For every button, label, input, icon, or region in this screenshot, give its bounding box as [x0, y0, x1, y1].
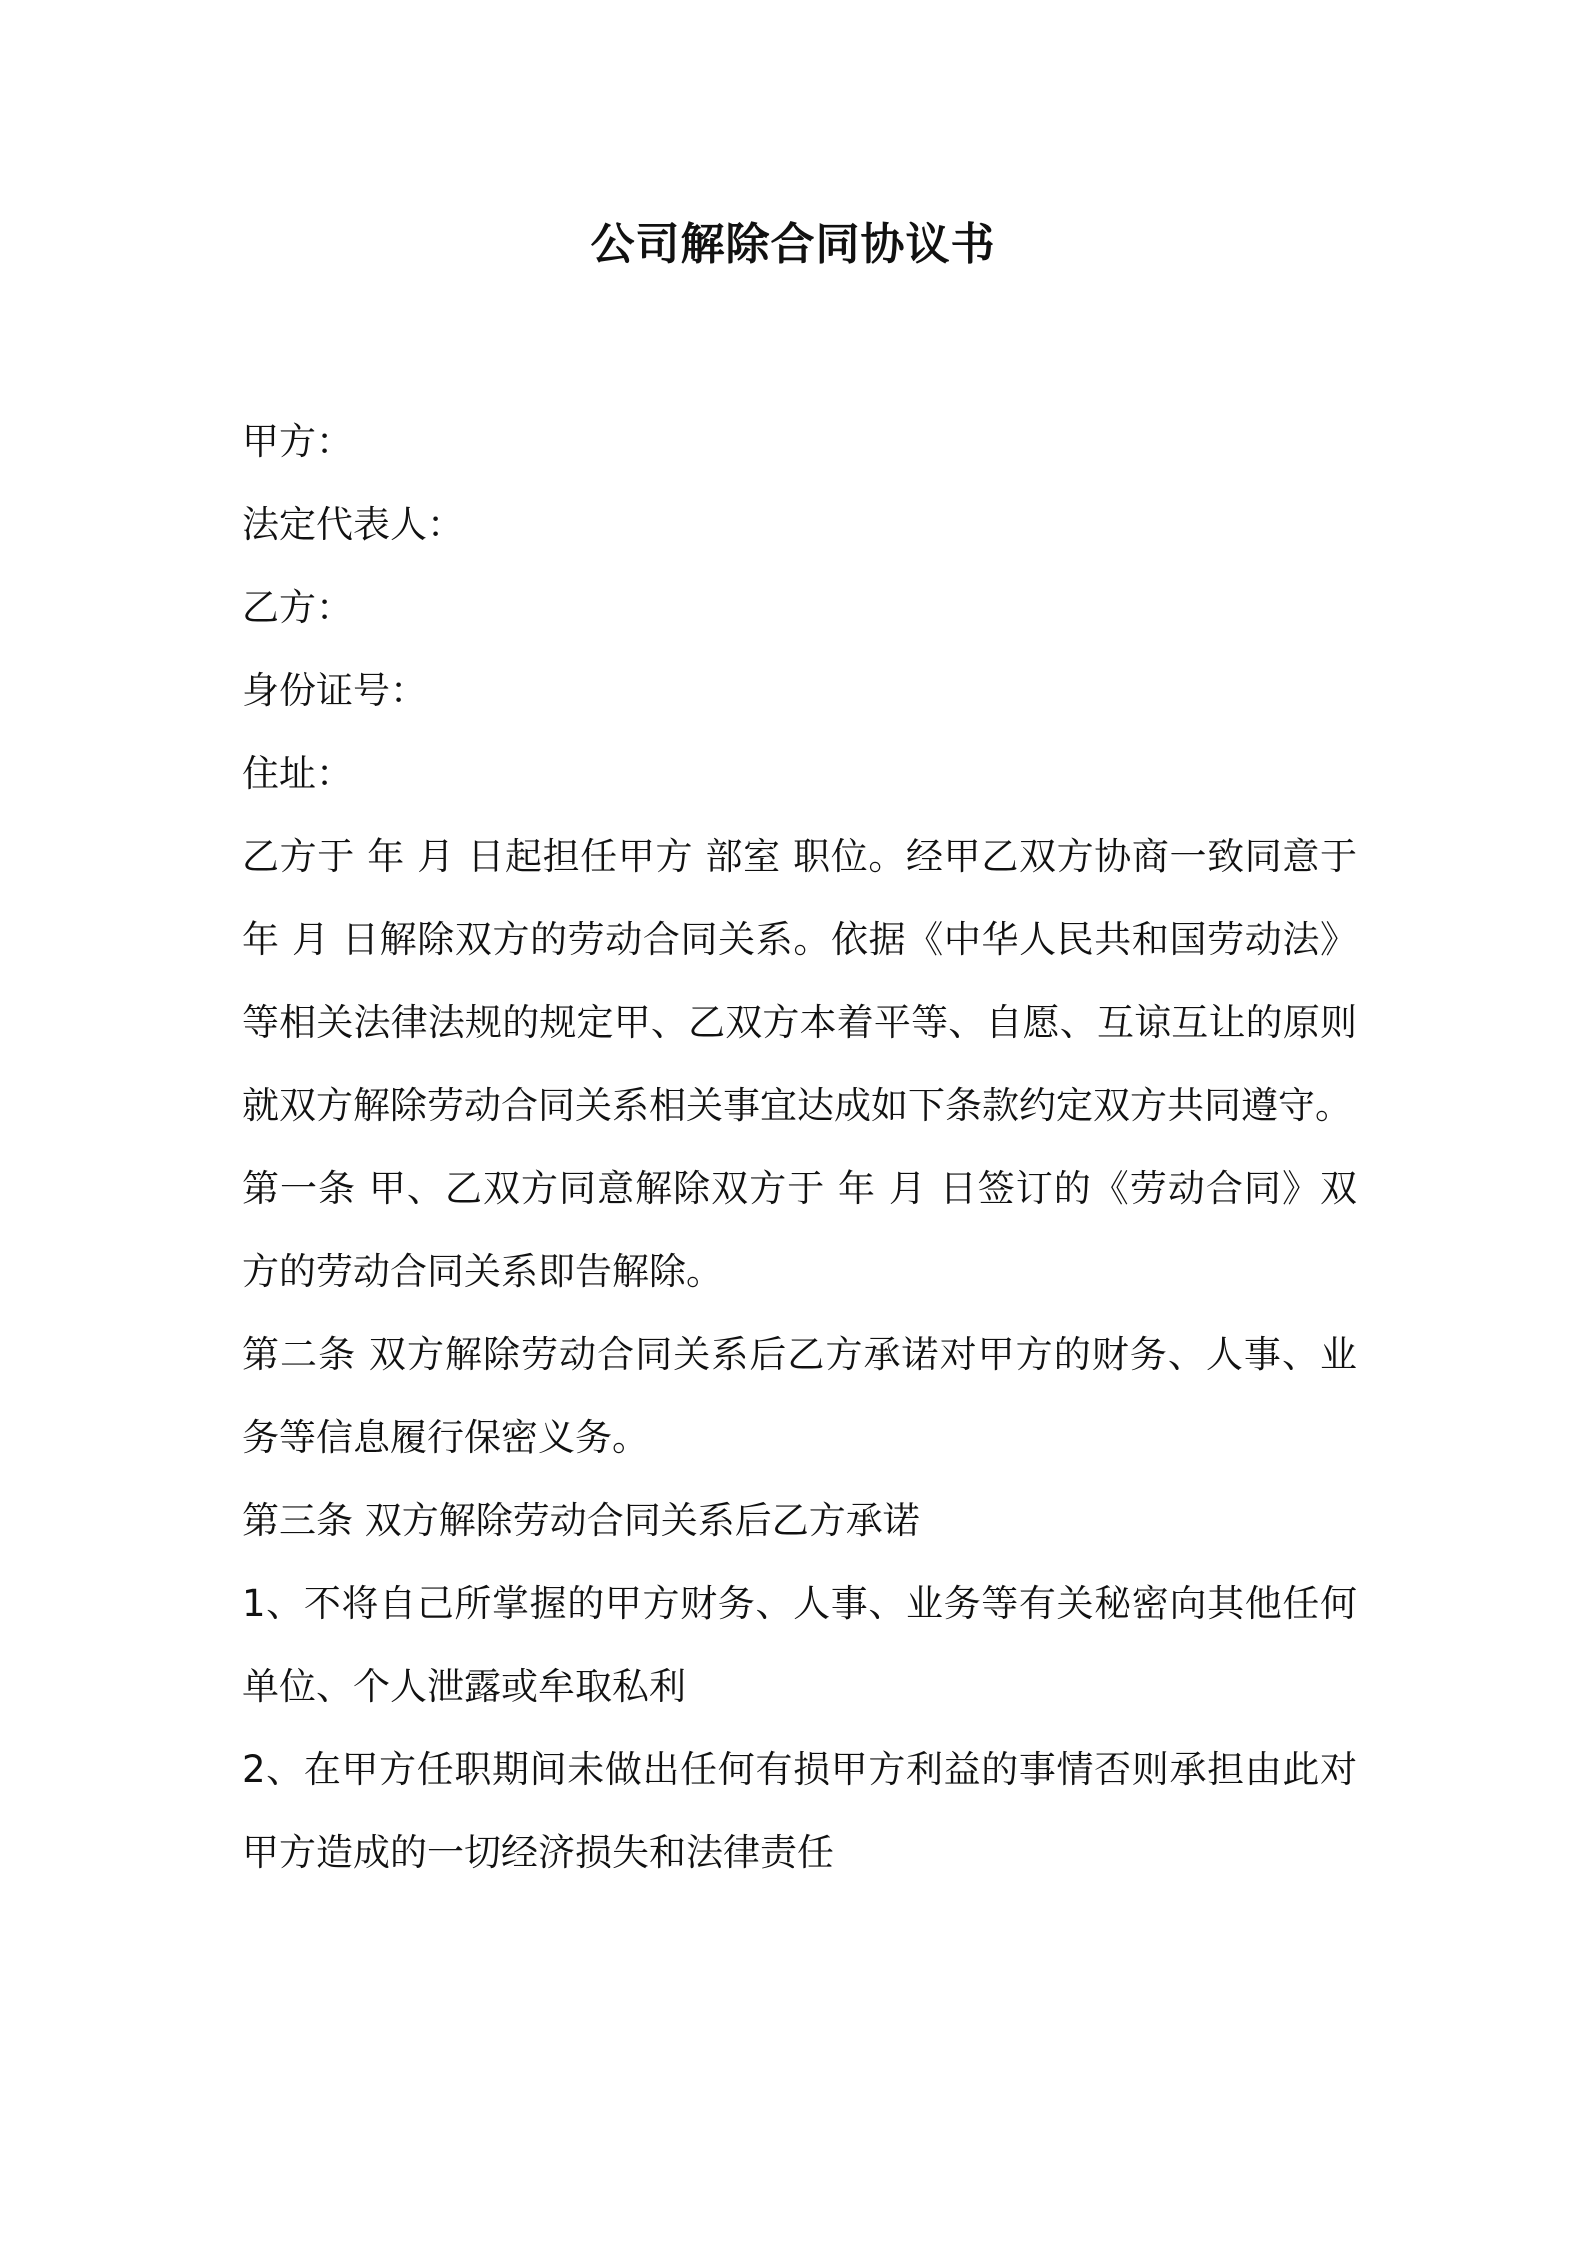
document-body — [242, 400, 1357, 1894]
field-id-number: 身份证号： — [242, 669, 427, 712]
field-party-b: 乙方： — [242, 586, 353, 629]
article-1: 第一条 甲、乙双方同意解除双方于 年 月 日签订的《劳动合同》双方的劳动合同关系即告解除。 — [242, 1167, 1357, 1293]
field-legal-representative: 法定代表人： — [242, 503, 464, 546]
field-party-a: 甲方： — [242, 420, 353, 463]
document-title: 公司解除合同协议书 — [590, 219, 996, 270]
field-address: 住址： — [242, 752, 353, 795]
clause-1: 1、不将自己所掌握的甲方财务、人事、业务等有关秘密向其他任何单位、个人泄露或牟取私利 — [242, 1582, 1357, 1708]
clause-2: 2、在甲方任职期间未做出任何有损甲方利益的事情否则承担由此对甲方造成的一切经济损失和法律责任 — [242, 1748, 1357, 1874]
article-3: 第三条 双方解除劳动合同关系后乙方承诺 — [242, 1499, 920, 1542]
preamble-paragraph: 乙方于 年 月 日起担任甲方 部室 职位。经甲乙双方协商一致同意于 年 月 日解除双方的劳动合同关系。依据《中华人民共和国劳动法》等相关法律法规的规定甲、乙双方本着平等、自愿、互谅互让的原则就双方解除劳动合同关系相关事宜达成如下条款约定双方共同遵守。 — [242, 835, 1357, 1127]
article-2: 第二条 双方解除劳动合同关系后乙方承诺对甲方的财务、人事、业务等信息履行保密义务。 — [242, 1333, 1357, 1459]
